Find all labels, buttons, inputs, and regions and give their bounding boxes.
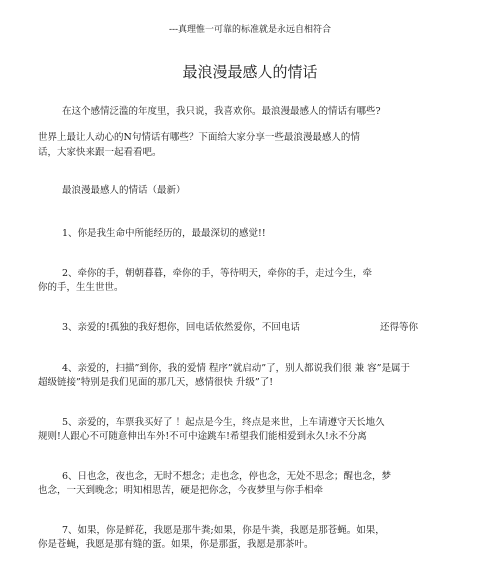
item-7-line-1: 7、如果，你是鲜花，我愿是那牛粪;如果，你是牛粪，我愿是那苍蝇。如果， (62, 525, 385, 536)
item-5-line-1: 5、亲爱的，车票我买好了 ！起点是今生，终点是来世，上车请遵守天长地久 (62, 417, 385, 428)
intro-line-2: 世界上最让人动心的N句情话有哪些？下面给大家分享一些最浪漫最感人的情 (38, 132, 360, 143)
item-3-line-1b: 还得等你 (380, 322, 419, 333)
item-7-line-2: 你是苍蝇，我愿是那有缝的蛋。如果，你是那蛋，我愿是那茶叶。 (38, 539, 314, 550)
item-5-line-2: 规则!人跟心不可随意伸出车外!不可中途跳车!希望我们能相爱到永久!永不分离 (38, 431, 367, 442)
item-6-line-1: 6、日也念，夜也念，无时不想念；走也念，停也念，无处不思念；醒也念，梦 (62, 471, 392, 482)
intro-line-3: 话，大家快来跟一起看看吧。 (38, 147, 162, 158)
item-3-line-1a: 3、亲爱的!孤独的我好想你，回电话依然爱你，不回电话 (62, 322, 300, 333)
item-4-line-1: 4、亲爱的，扫描”到你，我的爱情 程序”就启动”了，别人都说我们很 兼 容”是属于 (62, 363, 411, 374)
item-2-line-2: 你的手，生生世世。 (38, 282, 124, 293)
item-6-line-2: 也念，一天到晚念；明知相思苦，硬是把你念，今夜梦里与你手相牵 (38, 485, 324, 496)
intro-line-1: 在这个感情泛滥的年度里，我只说，我喜欢你。最浪漫最感人的情话有哪些? (62, 106, 381, 117)
item-1-line-1: 1、你是我生命中所能经历的，最最深切的感觉!! (62, 228, 266, 239)
section-heading: 最浪漫最感人的情话（最新） (62, 185, 186, 196)
item-4-line-2: 超级链接”特别是我们见面的那几天，感情很快 升级”了! (38, 377, 274, 388)
item-2-line-1: 2、牵你的手，朝朝暮暮，牵你的手，等待明天，牵你的手，走过今生，牵 (62, 268, 373, 279)
page-title: 最浪漫最感人的情话 (182, 63, 318, 81)
page-header: ---真理惟一可靠的标准就是永远自相符合 (168, 25, 332, 35)
